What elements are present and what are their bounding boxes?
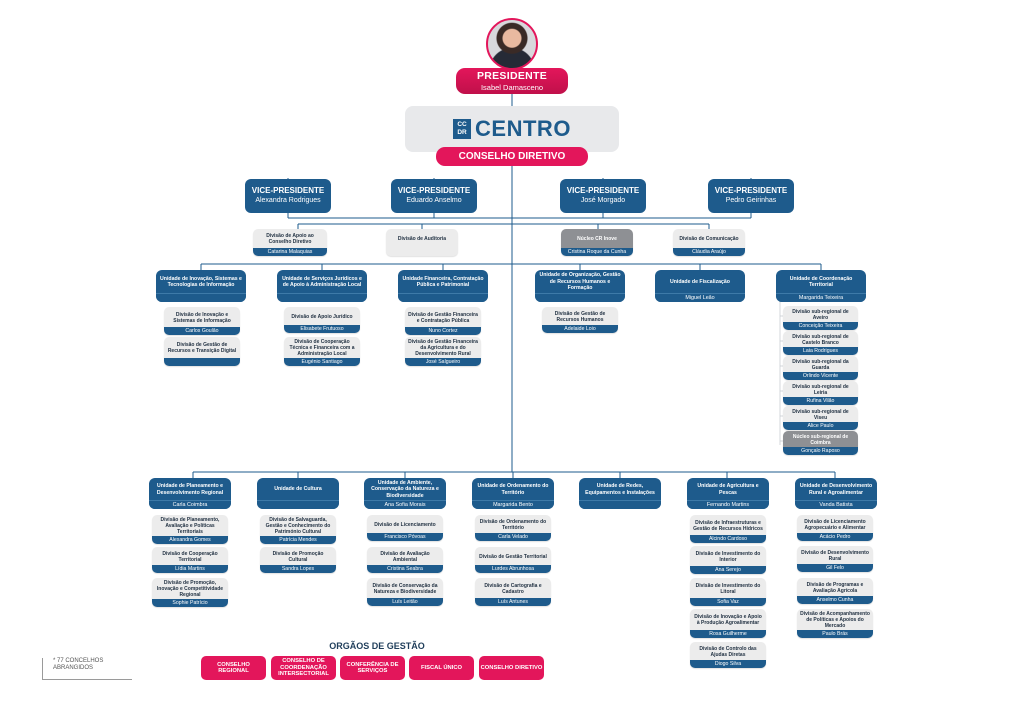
unit-title: Unidade de Ordenamento do Território	[477, 483, 549, 496]
president-box	[456, 68, 568, 94]
unit-box	[776, 270, 866, 302]
division-head	[386, 248, 458, 256]
division-head: Adelaide Loio	[542, 325, 618, 333]
division-title: Divisão de Ordenamento do Território	[479, 518, 547, 531]
unit-box	[795, 478, 877, 509]
unit-box	[655, 270, 745, 302]
division-head: Luís Antunes	[475, 598, 551, 606]
ccdr-centro-logo	[405, 106, 619, 152]
unit-box	[472, 478, 554, 509]
division-head: Gil Felo	[797, 564, 873, 572]
division-head: Catarina Malaquias	[253, 248, 327, 256]
division-title: Divisão de Cooperação Técnica e Financeira com a Administração Local	[289, 339, 355, 357]
division-title: Divisão de Licenciamento	[374, 521, 436, 528]
division-title: Divisão de Cooperação Territorial	[162, 550, 218, 563]
division-head: Alexandra Gomes	[152, 536, 228, 544]
division-card	[260, 547, 336, 573]
division-card	[152, 547, 228, 573]
division-title: Núcleo CR Inove	[561, 229, 633, 248]
division-title: Divisão de Promoção, Inovação e Competitividade Regional	[156, 580, 224, 598]
unit-head: Miguel Leão	[655, 293, 745, 302]
unit-title: Unidade de Desenvolvimento Rural e Agroalimentar	[799, 483, 873, 496]
vice-president-box	[560, 179, 646, 213]
unit-box	[687, 478, 769, 509]
division-head: Sandra Lopes	[260, 565, 336, 573]
division-title: Divisão de Acompanhamento de Políticas e Apoios do Mercado	[800, 611, 870, 629]
division-title: Divisão de Planeamento, Avaliação e Políticas Territoriais	[160, 517, 220, 535]
division-title: Divisão sub-regional da Guarda	[792, 358, 849, 371]
division-head: Anselmo Cunha	[797, 596, 873, 604]
vice-president-box	[245, 179, 331, 213]
unit-box	[257, 478, 339, 509]
orgao-box: CONSELHO DIRETIVO	[479, 656, 544, 680]
support-division-card	[561, 229, 633, 256]
division-title: Divisão de Apoio ao Conselho Diretivo	[266, 233, 314, 245]
division-head: Sofia Vaz	[690, 598, 766, 606]
division-head: Ana Serejo	[690, 566, 766, 574]
division-card	[152, 578, 228, 607]
unit-head: Fernando Martins	[687, 500, 769, 509]
division-title: Divisão de Infraestruturas e Gestão de Recursos Hídricos	[693, 519, 763, 532]
unit-box	[149, 478, 231, 509]
unit-title: Unidade de Organização, Gestão de Recursos Humanos e Formação	[539, 272, 621, 292]
vp-name: Eduardo Anselmo	[406, 197, 462, 204]
orgao-box: CONSELHO DE COORDENAÇÃO INTERSECTORIAL	[271, 656, 336, 680]
division-head: Diogo Silva	[690, 660, 766, 668]
division-card	[690, 642, 766, 668]
division-head: Cristina Seabra	[367, 565, 443, 573]
unit-title: Unidade de Serviços Jurídicos e de Apoio à Administração Local	[282, 275, 362, 288]
orgao-box: CONSELHO REGIONAL	[201, 656, 266, 680]
division-title: Divisão de Auditoria	[397, 236, 447, 242]
division-title: Divisão de Controlo das Ajudas Diretas	[699, 645, 757, 658]
orgao-box: FISCAL ÚNICO	[409, 656, 474, 680]
president-title: PRESIDENTE	[476, 70, 548, 82]
division-head: Paulo Brás	[797, 630, 873, 638]
division-title: Divisão de Cartografia e Cadastro	[484, 582, 542, 595]
unit-title: Unidade de Ambiente, Conservação da Natureza e Biodiversidade	[371, 479, 439, 499]
unit-box	[535, 270, 625, 302]
division-card	[797, 609, 873, 638]
division-card	[405, 307, 481, 335]
division-card	[475, 578, 551, 606]
division-title: Divisão de Conservação da Natureza e Biodiversidade	[372, 582, 438, 595]
unit-title: Unidade de Planeamento e Desenvolvimento Regional	[156, 483, 224, 496]
unit-title: Unidade de Cultura	[274, 486, 322, 493]
division-title: Divisão de Inovação e Sistemas de Informação	[173, 311, 231, 324]
unit-head	[579, 500, 661, 509]
division-card	[783, 381, 858, 405]
unit-head	[257, 500, 339, 509]
division-head: Alice Paulo	[783, 422, 858, 430]
division-title: Núcleo sub-regional de Coimbra	[783, 431, 858, 447]
division-title: Divisão de Comunicação	[679, 236, 739, 242]
vp-title: VICE-PRESIDENTE	[714, 186, 788, 195]
logo-mark: CC DR	[453, 119, 471, 139]
unit-box	[398, 270, 488, 302]
division-card	[367, 547, 443, 573]
unit-head: Ana Sofia Morais	[364, 500, 446, 509]
division-card	[367, 515, 443, 541]
division-card	[260, 515, 336, 544]
president-name: Isabel Damasceno	[480, 83, 544, 92]
unit-box	[277, 270, 367, 302]
division-head: Luís Leitão	[367, 598, 443, 606]
division-card	[367, 578, 443, 606]
division-title: Divisão de Inovação e Apoio à Produção Agroalimentar	[694, 614, 762, 626]
division-head: Carlos Goulão	[164, 327, 240, 335]
vice-president-box	[708, 179, 794, 213]
unit-title: Unidade Financeira, Contratação Pública e Patrimonial	[402, 275, 484, 288]
division-card	[284, 337, 360, 366]
division-card	[475, 515, 551, 541]
division-title: Divisão de Gestão de Recursos Humanos	[554, 310, 606, 323]
division-head: Eugénio Santiago	[284, 358, 360, 366]
division-card	[783, 306, 858, 330]
division-card	[783, 356, 858, 380]
division-head: Lídia Martins	[152, 565, 228, 573]
division-card	[152, 515, 228, 544]
division-card	[690, 546, 766, 574]
division-head: Laia Rodrigues	[783, 347, 858, 355]
footnote: * 77 CONCELHOS ABRANGIDOS	[42, 658, 132, 680]
division-title: Divisão de Gestão Financeira da Agricultura e do Desenvolvimento Rural	[408, 339, 478, 357]
division-card	[284, 307, 360, 333]
unit-head: Margarida Teixeira	[776, 293, 866, 302]
division-head: Rosa Guilherme	[690, 630, 766, 638]
division-card	[542, 307, 618, 333]
unit-head: Margarida Bento	[472, 500, 554, 509]
unit-head	[277, 293, 367, 302]
division-title: Divisão de Avaliação Ambiental	[380, 550, 430, 563]
division-head: Cláudia Araújo	[673, 248, 745, 256]
support-division-card	[386, 229, 458, 256]
unit-box	[364, 478, 446, 509]
division-head: Sophie Patrício	[152, 599, 228, 607]
vice-president-box	[391, 179, 477, 213]
unit-title: Unidade de Coordenação Territorial	[789, 275, 853, 288]
division-head: Nuno Cortez	[405, 327, 481, 335]
president-photo	[486, 18, 538, 70]
vp-title: VICE-PRESIDENTE	[251, 186, 325, 195]
nucleo-card	[783, 431, 858, 455]
division-title: Divisão de Gestão Territorial	[479, 553, 547, 560]
division-card	[783, 331, 858, 355]
unit-title: Unidade de Fiscalização	[670, 278, 730, 285]
division-title: Divisão de Salvaguarda, Gestão e Conhecimento do Património Cultural	[265, 517, 331, 535]
division-title: Divisão de Gestão Financeira e Contratação Pública	[408, 311, 478, 324]
unit-head	[156, 293, 246, 302]
vp-name: Pedro Geirinhas	[725, 197, 777, 204]
vp-title: VICE-PRESIDENTE	[566, 186, 640, 195]
unit-box	[579, 478, 661, 509]
division-card	[164, 307, 240, 335]
vp-name: Alexandra Rodrigues	[255, 197, 321, 204]
division-card	[783, 406, 858, 430]
division-card	[797, 546, 873, 572]
division-title: Divisão sub-regional de Aveiro	[792, 308, 849, 321]
division-head: Francisco Póvoas	[367, 533, 443, 541]
division-head: Gonçalo Raposo	[783, 447, 858, 455]
division-head: Cristina Roque da Cunha	[561, 248, 633, 256]
division-title: Divisão sub-regional de Castelo Branco	[792, 333, 849, 346]
support-division-card	[253, 229, 327, 256]
unit-head: Carla Coimbra	[149, 500, 231, 509]
division-head: Patrícia Mendes	[260, 536, 336, 544]
unit-head	[535, 293, 625, 302]
division-title: Divisão de Investimento do Interior	[695, 550, 761, 563]
division-card	[797, 515, 873, 541]
orgao-box: CONFERÊNCIA DE SERVIÇOS	[340, 656, 405, 680]
orgaos-title: ORGÃOS DE GESTÃO	[329, 641, 425, 651]
division-card	[405, 337, 481, 366]
division-card	[475, 547, 551, 573]
unit-title: Unidade de Agricultura e Pescas	[697, 483, 759, 496]
unit-title: Unidade de Redes, Equipamentos e Instalações	[585, 483, 655, 496]
support-division-card	[673, 229, 745, 256]
unit-title: Unidade de Inovação, Sistemas e Tecnologias de Informação	[160, 275, 242, 288]
division-head: Alcindo Cardoso	[690, 535, 766, 543]
division-head: Conceição Teixeira	[783, 322, 858, 330]
unit-head: Vanda Batista	[795, 500, 877, 509]
division-title: Divisão sub-regional de Viseu	[792, 408, 849, 421]
unit-head	[398, 293, 488, 302]
division-title: Divisão de Gestão de Recursos e Transição Digital	[167, 342, 237, 354]
division-card	[690, 609, 766, 638]
vp-name: José Morgado	[580, 197, 626, 204]
logo-text: CENTRO	[475, 116, 571, 141]
division-head: José Salgueiro	[405, 358, 481, 366]
division-head: Carla Velado	[475, 533, 551, 541]
division-title: Divisão de Apoio Jurídico	[291, 313, 353, 320]
division-card	[797, 578, 873, 604]
division-title: Divisão de Investimento do Litoral	[695, 582, 761, 595]
conselho-diretivo-label: CONSELHO DIRETIVO	[436, 147, 588, 166]
division-head: Lurdes Abrunhosa	[475, 565, 551, 573]
division-card	[164, 337, 240, 366]
division-head: Orlindo Vicente	[783, 372, 858, 380]
division-title: Divisão de Licenciamento Agropecuário e Alimentar	[804, 518, 866, 531]
unit-box	[156, 270, 246, 302]
division-title: Divisão de Desenvolvimento Rural	[801, 549, 869, 562]
division-head: Acácio Pedro	[797, 533, 873, 541]
division-title: Divisão sub-regional de Leiria	[792, 383, 849, 396]
division-head	[164, 358, 240, 366]
division-title: Divisão de Programas e Avaliação Agrícola	[806, 581, 864, 594]
division-card	[690, 515, 766, 543]
division-head: Rufina Vilão	[783, 397, 858, 405]
division-title: Divisão de Promoção Cultural	[272, 550, 324, 563]
division-head: Elisabete Frutuoso	[284, 325, 360, 333]
vp-title: VICE-PRESIDENTE	[397, 186, 471, 195]
division-card	[690, 578, 766, 606]
